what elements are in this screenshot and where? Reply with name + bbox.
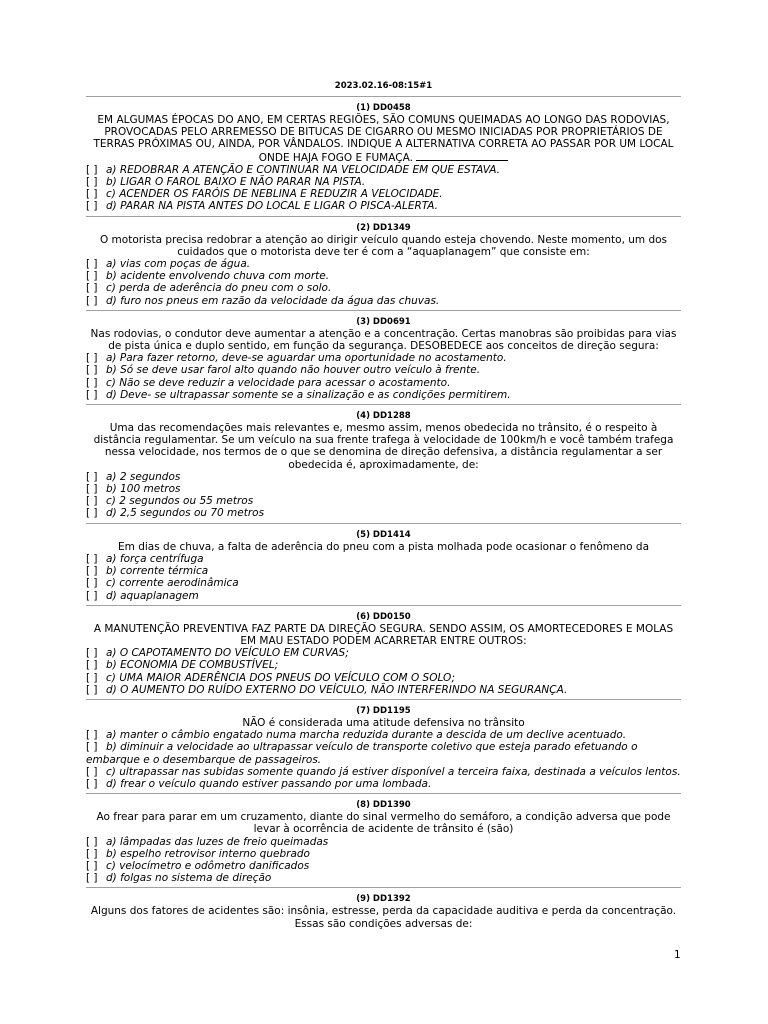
question-id: (9) DD1392 (356, 894, 411, 905)
option-checkbox[interactable]: [ ] (86, 647, 98, 660)
divider (86, 523, 681, 524)
option-c[interactable] (86, 577, 681, 589)
option-text: d) furo nos pneus em razão da velocidade da água das chuvas. (106, 294, 440, 307)
option-text: c) corrente aerodinâmica (106, 577, 239, 590)
option-checkbox[interactable]: [ ] (86, 495, 98, 508)
option-c[interactable] (86, 860, 681, 872)
option-a[interactable] (86, 553, 681, 565)
option-a[interactable] (86, 352, 681, 364)
option-text: b) ECONOMIA DE COMBUSTÍVEL; (106, 659, 279, 672)
option-checkbox[interactable]: [ ] (86, 847, 98, 860)
option-b[interactable] (86, 483, 681, 495)
question-8 (86, 800, 681, 884)
question-6 (86, 612, 681, 696)
option-b[interactable] (86, 659, 681, 671)
divider (86, 605, 681, 606)
option-text: a) lâmpadas das luzes de freio queimadas (106, 835, 329, 848)
option-checkbox[interactable]: [ ] (86, 270, 98, 283)
question-stem-text: O motorista precisa redobrar a atenção ao dirigir veículo quando esteja chovendo. Neste momento, um dos cuidados que o motorista deve ter é com a “aquaplanagem” que consiste em: (99, 233, 668, 258)
question-stem-text: Nas rodovias, o condutor deve aumentar a atenção e a concentração. Certas manobras são proibidas para vias de pista única e duplo sentido, em função da segurança. DESOBEDECE aos conceitos de direção segura: (90, 327, 677, 353)
question-stem (86, 114, 681, 164)
option-d[interactable] (86, 684, 681, 696)
option-d[interactable] (86, 590, 681, 602)
option-checkbox[interactable]: [ ] (86, 176, 98, 189)
option-b[interactable] (86, 565, 681, 577)
option-text: b) corrente térmica (106, 565, 209, 578)
option-text: b) 100 metros (106, 483, 181, 496)
option-checkbox[interactable]: [ ] (86, 483, 98, 496)
option-b[interactable] (86, 848, 681, 860)
option-checkbox[interactable]: [ ] (86, 659, 98, 672)
question-3 (86, 317, 681, 401)
option-checkbox[interactable]: [ ] (86, 200, 98, 213)
option-text: a) Para fazer retorno, deve-se aguardar uma oportunidade no acostamento. (106, 352, 507, 365)
option-text: c) UMA MAIOR ADERÊNCIA DOS PNEUS DO VEÍCULO COM O SOLO; (106, 671, 456, 684)
option-d[interactable] (86, 200, 681, 212)
option-checkbox[interactable]: [ ] (86, 671, 98, 684)
option-text: d) aquaplanagem (106, 589, 199, 602)
option-text: d) frear o veículo quando estiver passando por uma lombada. (106, 777, 432, 790)
option-text: c) ACENDER OS FARÓIS DE NEBLINA E REDUZIR A VELOCIDADE. (106, 188, 443, 201)
option-text: a) força centrífuga (106, 552, 204, 565)
question-stem-text: Uma das recomendações mais relevantes e, mesmo assim, menos obedecida no trânsito, é o respeito à distância regulamentar. Se um veículo na sua frente trafega à velocidade de 100km/h e você também trafega nessa velocidade, nos termos de o que se denomina de direção defensiva, a distância regulamentar a ser obedecida é, aproximadamente, de: (93, 422, 674, 471)
question-stem (86, 234, 681, 258)
option-text: a) REDOBRAR A ATENÇÃO E CONTINUAR NA VELOCIDADE EM QUE ESTAVA. (106, 163, 500, 176)
option-text: a) O CAPOTAMENTO DO VEÍCULO EM CURVAS; (106, 647, 349, 660)
option-checkbox[interactable]: [ ] (86, 282, 98, 295)
divider (86, 699, 681, 700)
question-stem (86, 811, 681, 835)
question-stem-text: A MANUTENÇÃO PREVENTIVA FAZ PARTE DA DIREÇÃO SEGURA. SENDO ASSIM, OS AMORTECEDORES E MOLAS EM MAU ESTADO PODEM ACARRETAR ENTRE OUTROS: (93, 622, 674, 647)
question-stem-text: Em dias de chuva, a falta de aderência do pneu com a pista molhada pode ocasionar o fenômeno da (118, 540, 649, 553)
question-id: (4) DD1288 (356, 411, 411, 422)
divider (86, 887, 681, 888)
option-text: c) 2 segundos ou 55 metros (106, 495, 254, 508)
question-9 (86, 894, 681, 929)
question-1 (86, 103, 681, 213)
divider (86, 96, 681, 97)
option-checkbox[interactable]: [ ] (86, 765, 98, 778)
option-b[interactable] (86, 364, 681, 376)
option-text: b) diminuir a velocidade ao ultrapassar veículo de transporte coletivo que esteja parado efetuando o embarque e o desembarque de passageiros. (86, 741, 638, 766)
option-text: c) ultrapassar nas subidas somente quando já estiver disponível a terceira faixa, destinada a veículos lentos. (106, 765, 681, 778)
question-stem (86, 422, 681, 471)
question-4 (86, 411, 681, 520)
divider (86, 310, 681, 311)
option-d[interactable] (86, 295, 681, 307)
option-a[interactable] (86, 471, 681, 483)
question-stem-text: Ao frear para parar em um cruzamento, diante do sinal vermelho do semáforo, a condição adversa que pode levar à ocorrência de acidente de trânsito é (são) (96, 811, 671, 836)
question-stem-text: Alguns dos fatores de acidentes são: insônia, estresse, perda da capacidade auditiva e perda da concentração. Essas são condições adversas de: (90, 905, 677, 930)
option-text: a) manter o câmbio engatado numa marcha reduzida durante a descida de um declive acentuado. (106, 729, 627, 742)
option-c[interactable] (86, 672, 681, 684)
question-id: (1) DD0458 (356, 103, 411, 113)
option-text: a) 2 segundos (106, 470, 181, 483)
document-header: 2023.02.16-08:15#1 (334, 81, 433, 91)
question-id: (6) DD0150 (356, 611, 411, 622)
question-stem (86, 623, 681, 647)
question-id: (8) DD1390 (356, 800, 411, 811)
option-text: c) velocímetro e odômetro danificados (106, 859, 310, 872)
option-checkbox[interactable]: [ ] (86, 364, 98, 377)
page-number: 1 (674, 949, 681, 961)
question-id: (5) DD1414 (356, 529, 411, 540)
document-page (86, 80, 681, 930)
option-checkbox[interactable]: [ ] (86, 729, 98, 742)
option-text: d) 2,5 segundos ou 70 metros (106, 507, 265, 520)
option-checkbox[interactable]: [ ] (86, 872, 98, 885)
option-checkbox[interactable]: [ ] (86, 777, 98, 790)
option-c[interactable] (86, 282, 681, 294)
option-text: a) vias com poças de água. (106, 258, 251, 271)
option-d[interactable] (86, 872, 681, 884)
option-checkbox[interactable]: [ ] (86, 577, 98, 590)
option-text: d) PARAR NA PISTA ANTES DO LOCAL E LIGAR O PISCA-ALERTA. (106, 200, 438, 213)
option-text: d) Deve- se ultrapassar somente se a sinalização e as condições permitirem. (106, 388, 511, 401)
option-d[interactable] (86, 389, 681, 401)
option-text: b) Só se deve usar farol alto quando não houver outro veículo à frente. (106, 364, 481, 377)
option-d[interactable] (86, 507, 681, 519)
option-b[interactable] (86, 741, 681, 765)
option-d[interactable] (86, 778, 681, 790)
question-id: (7) DD1195 (356, 705, 411, 716)
option-c[interactable] (86, 188, 681, 200)
option-text: d) O AUMENTO DO RUÍDO EXTERNO DO VEÍCULO, NÃO INTERFERINDO NA SEGURANÇA. (106, 683, 568, 696)
option-a[interactable] (86, 836, 681, 848)
question-id: (3) DD0691 (356, 316, 411, 327)
option-checkbox[interactable]: [ ] (86, 741, 98, 754)
option-b[interactable] (86, 176, 681, 188)
option-checkbox[interactable]: [ ] (86, 388, 98, 401)
question-stem (86, 541, 681, 553)
option-checkbox[interactable]: [ ] (86, 294, 98, 307)
option-checkbox[interactable]: [ ] (86, 376, 98, 389)
option-checkbox[interactable]: [ ] (86, 835, 98, 848)
option-checkbox[interactable]: [ ] (86, 683, 98, 696)
option-b[interactable] (86, 270, 681, 282)
option-checkbox[interactable]: [ ] (86, 258, 98, 271)
option-a[interactable] (86, 647, 681, 659)
question-7 (86, 706, 681, 790)
option-text: b) acidente envolvendo chuva com morte. (106, 270, 330, 283)
option-c[interactable] (86, 495, 681, 507)
divider (86, 404, 681, 405)
option-a[interactable] (86, 258, 681, 270)
option-checkbox[interactable]: [ ] (86, 507, 98, 520)
question-stem (86, 328, 681, 352)
question-stem-text: NÃO é considerada uma atitude defensiva no trânsito (242, 716, 525, 729)
option-text: b) LIGAR O FAROL BAIXO E NÃO PARAR NA PISTA. (106, 176, 366, 189)
question-stem (86, 717, 681, 729)
divider (86, 216, 681, 217)
option-c[interactable] (86, 766, 681, 778)
question-id: (2) DD1349 (356, 222, 411, 233)
option-a[interactable] (86, 729, 681, 741)
divider (86, 793, 681, 794)
question-stem-text: EM ALGUMAS ÉPOCAS DO ANO, EM CERTAS REGIÕES, SÃO COMUNS QUEIMADAS AO LONGO DAS RODOVIAS, PROVOCADAS PELO ARREMESSO DE BITUCAS DE CIGARRO OU MESMO INICIADAS POR PROPRIETÁRIOS DE TERRAS PRÓXIMAS OU, AINDA, POR VÂNDALOS. INDIQUE A ALTERNATIVA CORRETA AO PASSAR POR UM LOCAL ONDE HAJA FOGO E FUMAÇA. (93, 114, 674, 164)
option-checkbox[interactable]: [ ] (86, 352, 98, 365)
option-checkbox[interactable]: [ ] (86, 188, 98, 201)
option-a[interactable] (86, 164, 681, 176)
option-text: c) perda de aderência do pneu com o solo. (106, 282, 332, 295)
answer-blank-line (416, 151, 508, 161)
question-list (86, 103, 681, 930)
option-checkbox[interactable]: [ ] (86, 552, 98, 565)
option-checkbox[interactable]: [ ] (86, 470, 98, 483)
question-2 (86, 223, 681, 307)
option-checkbox[interactable]: [ ] (86, 565, 98, 578)
option-text: d) folgas no sistema de direção (106, 872, 272, 885)
option-checkbox[interactable]: [ ] (86, 589, 98, 602)
option-text: c) Não se deve reduzir a velocidade para acessar o acostamento. (106, 376, 451, 389)
question-stem (86, 905, 681, 929)
question-5 (86, 530, 681, 602)
option-checkbox[interactable]: [ ] (86, 163, 98, 176)
option-checkbox[interactable]: [ ] (86, 859, 98, 872)
option-c[interactable] (86, 377, 681, 389)
option-text: b) espelho retrovisor interno quebrado (106, 847, 310, 860)
